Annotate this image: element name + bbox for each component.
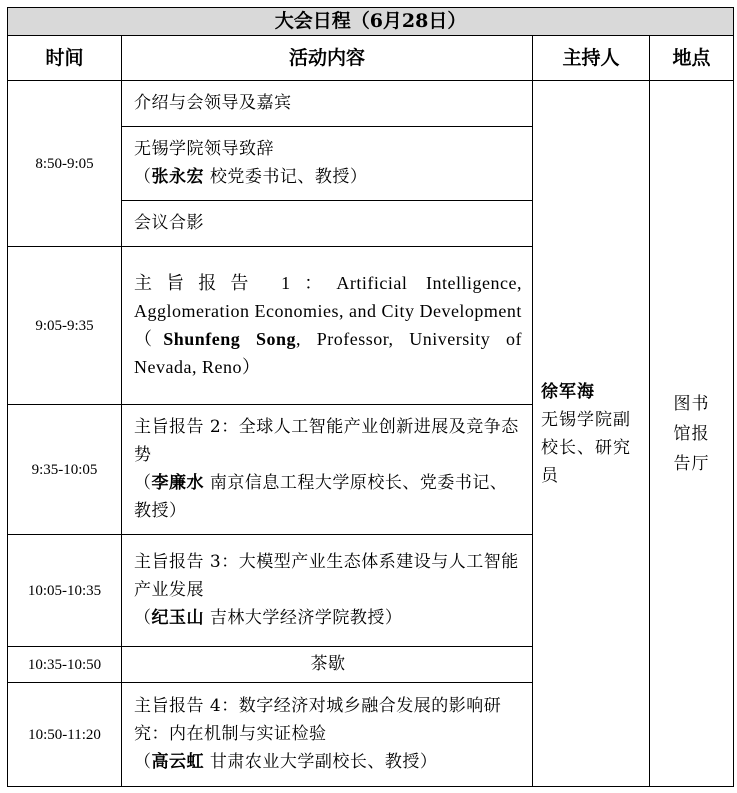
host-cell [533,81,650,787]
activity-item: 茶歇 [122,647,533,683]
activity-item [122,535,533,647]
table-title: 大会日程（6月28日） [8,8,734,36]
speaker-desc: 南京信息工程大学原校长、党委书记、教授） [134,472,508,521]
activity-item: 主旨报告 1：Artificial Intelligence, Agglomeration Economies, and City Development （Shunfeng Song, Professor, University of Nevada, Reno） [122,247,533,405]
speaker-name: Shunfeng Song [163,328,297,349]
header-time: 时间 [8,36,122,81]
session-time: 9:05-9:35 [8,247,122,405]
activity-text: 主旨报告 1：Artificial Intelligence, Agglomeration Economies, and City Development [134,272,522,321]
speaker-line: （李廉水 南京信息工程大学原校长、党委书记、教授） [134,472,508,521]
session-time: 10:05-10:35 [8,535,122,647]
session-time: 10:35-10:50 [8,647,122,683]
speaker-name: 高云虹 [151,751,204,772]
host-title: 无锡学院副校长、研究员 [541,409,631,486]
activity-item [122,683,533,787]
place-cell: 图书馆报告厅 [650,81,734,787]
activity-text: 无锡学院领导致辞 [134,138,274,159]
header-place: 地点 [650,36,734,81]
speaker-desc: , Professor, University of Nevada, Reno） [134,328,522,377]
activity-text: 主旨报告 2：全球人工智能产业创新进展及竞争态势 [134,416,519,465]
session-time: 9:35-10:05 [8,405,122,535]
schedule-table [7,7,734,787]
speaker-name: 李廉水 [151,472,204,493]
session-time: 8:50-9:05 [8,81,122,247]
speaker-name: 张永宏 [151,166,204,187]
speaker-line: （高云虹 甘肃农业大学副校长、教授） [134,751,438,772]
activity-text: 主旨报告 4：数字经济对城乡融合发展的影响研究：内在机制与实证检验 [134,695,502,744]
speaker-desc: 甘肃农业大学副校长、教授） [204,751,438,772]
speaker-desc: 校党委书记、教授） [204,166,368,187]
activity-item: 会议合影 [122,201,533,247]
activity-item: 介绍与会领导及嘉宾 [122,81,533,127]
host-name: 徐军海 [541,381,595,402]
header-activity: 活动内容 [122,36,533,81]
activity-text: 主旨报告 3：大模型产业生态体系建设与人工智能产业发展 [134,551,519,600]
speaker-desc: 吉林大学经济学院教授） [204,607,403,628]
activity-item [122,405,533,535]
header-host: 主持人 [533,36,650,81]
speaker-name: 纪玉山 [151,607,204,628]
session-time: 10:50-11:20 [8,683,122,787]
activity-item [122,127,533,201]
speaker-line: （张永宏 校党委书记、教授） [134,166,368,187]
speaker-line: （纪玉山 吉林大学经济学院教授） [134,607,403,628]
